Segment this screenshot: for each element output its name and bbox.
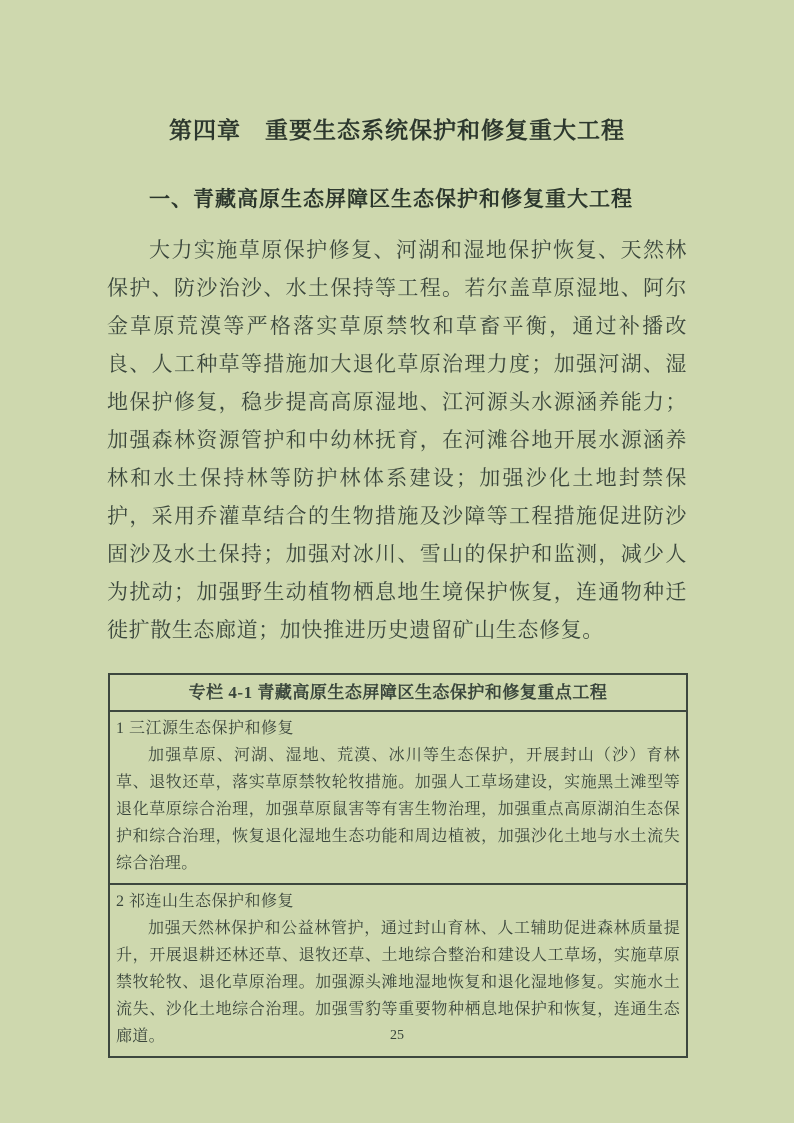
feature-item-1-body: 加强草原、河湖、湿地、荒漠、冰川等生态保护，开展封山（沙）育林草、退牧还草，落实草原禁牧轮牧措施。加强人工草场建设，实施黑土滩型等退化草原综合治理，加强草原鼠害等有害生物治理，加强重点高原湖泊生态保护和综合治理，恢复退化湿地生态功能和周边植被，加强沙化土地与水土流失综合治理。 <box>116 747 680 872</box>
feature-item-2-body: 加强天然林保护和公益林管护，通过封山育林、人工辅助促进森林质量提升，开展退耕还林还草、退牧还草、土地综合整治和建设人工草场，实施草原禁牧轮牧、退化草原治理。加强源头滩地湿地恢复和退化湿地修复。实施水土流失、沙化土地综合治理。加强雪豹等重要物种栖息地保护和恢复，连通生态廊道。 <box>116 920 680 1045</box>
page-number: 25 <box>390 1028 404 1043</box>
section-heading: 一、青藏高原生态屏障区生态保护和修复重大工程 <box>149 188 633 211</box>
feature-item-1 <box>110 712 686 883</box>
feature-box <box>108 673 688 1058</box>
feature-item-1-heading: 1 三江源生态保护和修复 <box>116 720 295 737</box>
section-paragraph: 大力实施草原保护修复、河湖和湿地保护恢复、天然林保护、防沙治沙、水土保持等工程。若尔盖草原湿地、阿尔金草原荒漠等严格落实草原禁牧和草畜平衡，通过补播改良、人工种草等措施加大退化草原治理力度；加强河湖、湿地保护修复，稳步提高高原湿地、江河源头水源涵养能力；加强森林资源管护和中幼林抚育，在河滩谷地开展水源涵养林和水土保持林等防护林体系建设；加强沙化土地封禁保护，采用乔灌草结合的生物措施及沙障等工程措施促进防沙固沙及水土保持；加强对冰川、雪山的保护和监测，减少人为扰动；加强野生动植物栖息地生境保护恢复，连通物种迁徙扩散生态廊道；加快推进历史遗留矿山生态修复。 <box>107 238 687 642</box>
feature-box-title: 专栏 4-1 青藏高原生态屏障区生态保护和修复重点工程 <box>110 675 686 712</box>
feature-item-2-heading: 2 祁连山生态保护和修复 <box>116 893 295 910</box>
chapter-title: 第四章 重要生态系统保护和修复重大工程 <box>169 117 625 143</box>
